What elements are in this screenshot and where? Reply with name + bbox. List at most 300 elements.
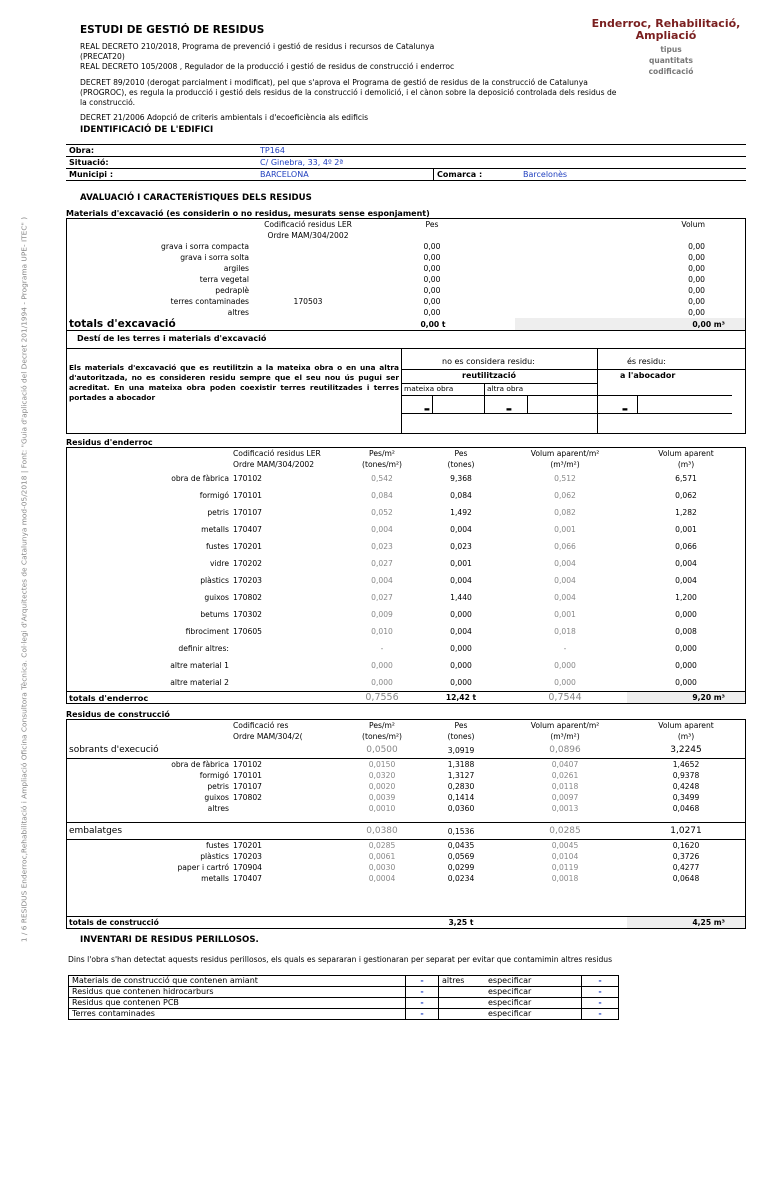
header-row (67, 731, 745, 742)
ler-code (251, 307, 365, 318)
table-row (67, 572, 745, 589)
inv-altres (439, 1008, 486, 1019)
header-cell: (m³/m²) (550, 732, 580, 742)
inv-name: Terres contaminades (69, 1008, 406, 1019)
ler-code (231, 640, 345, 657)
total-b: 12,42 t (419, 692, 503, 704)
header-row (67, 448, 745, 459)
vol-value: 0,00 (688, 286, 705, 296)
table-row (67, 781, 745, 792)
table-row (67, 241, 745, 252)
pes-m2: 0,0030 (368, 863, 396, 873)
total-d: 0,7544 (503, 692, 627, 704)
pes: 0,000 (450, 610, 472, 620)
dest-dash: - (621, 399, 629, 419)
pes-m2: 0,084 (371, 491, 393, 501)
vol-m2: 0,0013 (551, 804, 579, 814)
vol: 0,004 (675, 576, 697, 586)
vol: 1,4652 (672, 760, 700, 770)
inv-text: Dins l'obra s'han detectat aquests residus perillosos, els quals es separaran i gestionaran per separat per evitar que contamimin altres residus (68, 955, 613, 965)
label-cell (67, 448, 231, 459)
vol: 0,9378 (672, 771, 700, 781)
exc-total-label: totals d'excavació (69, 318, 176, 331)
vol: 0,001 (675, 525, 697, 535)
total-a: 0,7556 (345, 692, 419, 704)
empty (503, 917, 627, 929)
material-name: plàstics (200, 852, 229, 862)
pes-value: 0,00 (423, 297, 441, 307)
dest-esres: és residu: (627, 357, 666, 367)
header-cell: (tones) (447, 460, 475, 470)
pes: 0,000 (450, 678, 472, 688)
material-name: definir altres: (178, 644, 229, 654)
material-name: vidre (209, 559, 229, 569)
vol-m2: 0,0407 (551, 760, 579, 770)
situacio-value: C/ Ginebra, 33, 4º 2ª (257, 157, 746, 169)
material-name: altre material 2 (170, 678, 229, 688)
table-row (67, 307, 745, 318)
header-cell: Codificació res (233, 721, 289, 731)
vol-value: 0,00 (688, 264, 705, 274)
header-cell: Ordre MAM/304/2( (233, 732, 303, 742)
ler-code: 170107 (233, 782, 262, 792)
empty (231, 692, 345, 704)
header-cell: (tones) (447, 732, 475, 742)
ler-code: 170107 (233, 508, 262, 518)
vol-value: 0,00 (688, 242, 705, 252)
pes: 0,004 (450, 627, 472, 637)
pes: 1,492 (450, 508, 472, 518)
vol-m2: 0,0018 (551, 874, 579, 884)
vol-m2: 0,004 (554, 593, 576, 603)
decret-21: DECRET 21/2006 Adopció de criteris ambientals i d'ecoeficiència als edificis (80, 113, 369, 123)
pes-m2: 0,052 (371, 508, 393, 518)
vol: 0,4248 (672, 782, 700, 792)
header-cell: (tones/m²) (362, 460, 402, 470)
pes-value: 0,00 (423, 264, 441, 274)
subtotal-row (67, 742, 745, 759)
pes-m2: 0,0380 (345, 823, 419, 840)
law-line: (PRECAT20) (80, 52, 125, 62)
vol: 0,000 (675, 678, 697, 688)
type-subtitles (626, 44, 716, 77)
material-name: fustes (205, 841, 229, 851)
con-title: Residus de construcció (66, 710, 170, 720)
ident-title: IDENTIFICACIÓ DE L'EDIFICI (80, 125, 214, 136)
header-cell: Volum aparent (658, 721, 714, 731)
header (66, 18, 746, 40)
table-row (67, 640, 745, 657)
law-line: REAL DECRETO 105/2008 , Regulador de la producció i gestió de residus de construcció i enderroc (80, 62, 455, 72)
material-name: grava i sorra compacta (161, 242, 249, 252)
pes: 0,1414 (447, 793, 475, 803)
ler-code: 170203 (233, 852, 262, 862)
inv-especificar: especificar (485, 1008, 582, 1019)
label-cell (67, 731, 231, 742)
pes: 0,004 (450, 525, 472, 535)
table-row (67, 504, 745, 521)
vol-m2: 0,004 (554, 576, 576, 586)
total-label: totals de construcció (67, 917, 231, 929)
pes-m2: 0,023 (371, 542, 393, 552)
ler-code: 170102 (233, 474, 262, 484)
header-cell: (m³) (677, 732, 695, 742)
material-name: pedraplè (215, 286, 249, 296)
document-page (66, 18, 746, 1020)
empty (231, 742, 345, 759)
exc-header-cod: Codificació residus LER (264, 220, 352, 230)
construccio-box (66, 719, 746, 929)
dest-text: Els materials d'excavació que es reutilitzin a la mateixa obra o en una altra d'autoritzada, no es consideren residu sempre que el seu nou ús pugui ser acreditat. En una mateixa obra poden coexistir terres reutilitzades i terres portades a abocador (67, 349, 402, 433)
comarca-label: Comarca : (434, 169, 521, 181)
table-row (67, 296, 745, 307)
excavation-table (67, 219, 745, 318)
inv-dash2: - (582, 986, 619, 997)
pes: 0,023 (450, 542, 472, 552)
vol-m2: 0,0896 (503, 742, 627, 759)
material-name: guixos (204, 793, 229, 803)
law-line: REAL DECRETO 210/2018, Programa de prevenció i gestió de residus i recursos de Catalunya (80, 42, 435, 51)
side-footer-text: 1 / 6 RESIDUS Enderroc,Rehabilitació i Ampliació Oficina Consultora Tècnica. Col·legi d'Arquitectes de Catalunya mod-05/2018 | Font: "Guia d'aplicació del Decret 201/1994 - Programa UPE- ITEC" ) (19, 216, 29, 943)
pes: 0,0360 (447, 804, 475, 814)
header-cell: Pes/m² (369, 449, 395, 459)
ler-code: 170605 (233, 627, 262, 637)
dest-nores: no es considera residu: (442, 357, 535, 367)
material-name: grava i sorra solta (180, 253, 249, 263)
vol: 0,008 (675, 627, 697, 637)
material-name: metalls (201, 874, 229, 884)
vol-m2: 0,0104 (551, 852, 579, 862)
table-row (67, 555, 745, 572)
vol: 1,200 (675, 593, 697, 603)
table-row (67, 623, 745, 640)
material-name: altre material 1 (170, 661, 229, 671)
table-row (67, 851, 745, 862)
total-e: 4,25 m³ (627, 917, 745, 929)
header-cell: Pes (454, 449, 468, 459)
pes-value: 0,00 (423, 286, 441, 296)
ler-code: 170201 (233, 542, 262, 552)
inv-name: Materials de construcció que contenen amiant (69, 975, 406, 986)
exc-total-vol: 0,00 m³ (515, 318, 745, 330)
inv-row (69, 975, 619, 986)
material-name: metalls (201, 525, 229, 535)
material-name: formigó (199, 771, 229, 781)
inv-especificar: especificar (485, 975, 582, 986)
comarca-value: Barcelonès (520, 169, 746, 181)
inv-dash2: - (582, 997, 619, 1008)
type-sub-codificacio: codificació (648, 67, 694, 76)
pes-value: 0,00 (423, 308, 441, 318)
ler-code (251, 285, 365, 296)
inv-row (69, 986, 619, 997)
vol-m2: - (563, 644, 567, 654)
pes-m2: 0,0150 (368, 760, 396, 770)
table-row (67, 674, 745, 692)
exc-title: Materials d'excavació (es considerin o no residus, mesurats sense esponjament) (66, 209, 430, 219)
pes: 0,000 (450, 661, 472, 671)
dest-title: Destí de les terres i materials d'excavació (67, 330, 745, 348)
vol: 0,0648 (672, 874, 700, 884)
pes-m2: 0,000 (371, 661, 393, 671)
ler-code: 170407 (233, 874, 262, 884)
pes-m2: 0,542 (371, 474, 393, 484)
material-name: guixos (204, 593, 229, 603)
vol: 0,0468 (672, 804, 700, 814)
table-row (67, 274, 745, 285)
header-cell: Ordre MAM/304/2002 (233, 460, 315, 470)
page-title: ESTUDI DE GESTIÓ DE RESIDUS (80, 24, 265, 36)
pes: 1,3188 (447, 760, 475, 770)
material-name: argiles (223, 264, 249, 274)
inv-dash2: - (582, 1008, 619, 1019)
material-name: fustes (205, 542, 229, 552)
inv-table (68, 975, 619, 1020)
pes-m2: 0,0020 (368, 782, 396, 792)
vol: 6,571 (675, 474, 697, 484)
exc-total (67, 318, 745, 330)
table-row (67, 803, 745, 814)
vol-m2: 0,000 (554, 661, 576, 671)
ler-code: 170202 (233, 559, 262, 569)
vol: 0,000 (675, 661, 697, 671)
inv-name: Residus que contenen PCB (69, 997, 406, 1008)
pes-m2: 0,027 (371, 559, 393, 569)
header-cell: (m³) (677, 460, 695, 470)
vol: 0,3726 (672, 852, 700, 862)
vol: 0,000 (675, 610, 697, 620)
municipi-value: BARCELONA (257, 169, 434, 181)
pes-value: 0,00 (423, 275, 441, 285)
header-cell: Volum aparent/m² (530, 449, 600, 459)
ler-code: 170102 (233, 760, 262, 770)
material-name: obra de fàbrica (171, 474, 229, 484)
exc-total-pes: 0,00 t (420, 319, 446, 329)
dest-dash: - (423, 399, 431, 419)
total-b: 3,25 t (419, 917, 503, 929)
exc-header-pes: Pes (425, 220, 439, 230)
ler-code: 170203 (233, 576, 262, 586)
label-cell (67, 459, 231, 470)
header-cell: Pes/m² (369, 721, 395, 731)
table-row (67, 285, 745, 296)
total-e: 9,20 m³ (627, 692, 745, 704)
vol-m2: 0,001 (554, 610, 576, 620)
material-name: formigó (199, 491, 229, 501)
table-row (67, 589, 745, 606)
vol: 1,282 (675, 508, 697, 518)
pes-m2: 0,0004 (368, 874, 396, 884)
ler-code: 170904 (233, 863, 262, 873)
obra-value: TP164 (257, 145, 746, 157)
end-title: Residus d'enderroc (66, 438, 153, 448)
table-row (67, 521, 745, 538)
ler-code: 170201 (233, 841, 262, 851)
vol-m2: 0,000 (554, 678, 576, 688)
exc-ordre: Ordre MAM/304/2002 (267, 231, 349, 241)
header-row (67, 459, 745, 470)
table-row (67, 873, 745, 884)
vol-m2: 0,062 (554, 491, 576, 501)
ler-code: 170503 (293, 297, 323, 307)
pes: 0,0234 (447, 874, 475, 884)
situacio-label: Situació: (66, 157, 257, 169)
ident-table (66, 144, 746, 181)
vol-m2: 0,066 (554, 542, 576, 552)
vol-m2: 0,018 (554, 627, 576, 637)
vol-value: 0,00 (688, 297, 705, 307)
pes-value: 0,00 (423, 253, 441, 263)
dest-columns (402, 349, 745, 433)
header-row (67, 720, 745, 731)
vol-m2: 0,0097 (551, 793, 579, 803)
material-name: fibrociment (185, 627, 229, 637)
header-cell: (m³/m²) (550, 460, 580, 470)
ler-code (251, 252, 365, 263)
dest-abo: a l'abocador (620, 371, 676, 381)
pes-value: 0,00 (423, 242, 441, 252)
material-name: plàstics (200, 576, 229, 586)
vol-m2: 0,082 (554, 508, 576, 518)
inv-title: INVENTARI DE RESIDUS PERILLOSOS. (80, 935, 259, 946)
pes-m2: 0,0010 (368, 804, 396, 814)
total-label: totals d'enderroc (67, 692, 231, 704)
ler-code: 170302 (233, 610, 262, 620)
ler-code (231, 657, 345, 674)
ler-code: 170101 (233, 771, 262, 781)
vol: 0,4277 (672, 863, 700, 873)
table-row (67, 470, 745, 487)
vol-m2: 0,0285 (503, 823, 627, 840)
pes: 0,0569 (447, 852, 475, 862)
dest-reut: reutilització (462, 371, 516, 381)
total-row (67, 692, 745, 704)
vol: 0,3499 (672, 793, 700, 803)
empty (345, 917, 419, 929)
material-name: altres (207, 804, 229, 814)
vol-value: 0,00 (688, 308, 705, 318)
inv-altres: altres (439, 975, 486, 986)
pes: 3,0919 (419, 742, 503, 759)
pes: 0,084 (450, 491, 472, 501)
table-row (67, 487, 745, 504)
inv-dash: - (406, 1008, 439, 1019)
inv-dash: - (406, 986, 439, 997)
pes: 0,004 (450, 576, 472, 586)
vol-m2: 0,001 (554, 525, 576, 535)
pes: 0,0299 (447, 863, 475, 873)
group-name: sobrants d'execució (67, 742, 231, 759)
inv-especificar: especificar (485, 986, 582, 997)
pes-m2: 0,0500 (345, 742, 419, 759)
material-name: petris (207, 508, 229, 518)
inv-name: Residus que contenen hidrocarburs (69, 986, 406, 997)
vol-m2: 0,512 (554, 474, 576, 484)
pes: 0,1536 (419, 823, 503, 840)
vol: 0,004 (675, 559, 697, 569)
pes: 0,0435 (447, 841, 475, 851)
enderroc-table (67, 448, 745, 703)
inv-row (69, 1008, 619, 1019)
pes-m2: 0,009 (371, 610, 393, 620)
subtotal-row (67, 823, 745, 840)
ler-code: 170802 (233, 793, 262, 803)
pes: 1,3127 (447, 771, 475, 781)
vol-value: 0,00 (688, 275, 705, 285)
vol-m2: 0,0118 (551, 782, 579, 792)
group-name: embalatges (67, 823, 231, 840)
table-row (67, 263, 745, 274)
pes-m2: 0,0039 (368, 793, 396, 803)
ler-code (251, 263, 365, 274)
vol-m2: 0,0119 (551, 863, 579, 873)
table-row (67, 759, 745, 771)
obra-label: Obra: (66, 145, 257, 157)
inv-dash: - (406, 997, 439, 1008)
vol: 0,066 (675, 542, 697, 552)
material-name: paper i cartró (177, 863, 229, 873)
pes: 1,440 (450, 593, 472, 603)
header-cell: Codificació residus LER (233, 449, 321, 459)
vol: 0,1620 (672, 841, 700, 851)
pes: 0,000 (450, 644, 472, 654)
vol: 1,0271 (627, 823, 745, 840)
ler-code: 170101 (233, 491, 262, 501)
pes-m2: 0,004 (371, 576, 393, 586)
table-row (67, 538, 745, 555)
material-name: terres contaminades (170, 297, 249, 307)
material-name: terra vegetal (199, 275, 249, 285)
dest-alt: altra obra (487, 384, 524, 394)
vol-m2: 0,004 (554, 559, 576, 569)
material-name: petris (207, 782, 229, 792)
exc-header-vol: Volum (681, 220, 705, 230)
ler-code (231, 803, 345, 814)
pes-m2: 0,0285 (368, 841, 396, 851)
table-row (67, 606, 745, 623)
header-cell: Volum aparent/m² (530, 721, 600, 731)
pes: 0,2830 (447, 782, 475, 792)
pes-m2: 0,0061 (368, 852, 396, 862)
ler-code (251, 241, 365, 252)
pes: 0,001 (450, 559, 472, 569)
vol: 0,000 (675, 644, 697, 654)
inv-row (69, 997, 619, 1008)
type-sub-quantitats: quantitats (649, 56, 693, 65)
type-sub-tipus: tipus (660, 45, 682, 54)
ler-code (231, 674, 345, 692)
header-cell: Pes (454, 721, 468, 731)
inv-altres (439, 986, 486, 997)
vol-value: 0,00 (688, 253, 705, 263)
pes-m2: 0,027 (371, 593, 393, 603)
inv-dash: - (406, 975, 439, 986)
label-cell (67, 720, 231, 731)
vol-m2: 0,0261 (551, 771, 579, 781)
empty (231, 917, 345, 929)
table-row (67, 840, 745, 852)
dest-block (67, 348, 745, 433)
ler-code: 170407 (233, 525, 262, 535)
table-row (67, 862, 745, 873)
total-row (67, 917, 745, 929)
construccio-table (67, 720, 745, 928)
table-row (67, 657, 745, 674)
table-row (67, 252, 745, 263)
material-name: obra de fàbrica (171, 760, 229, 770)
inv-dash2: - (582, 975, 619, 986)
table-row (67, 792, 745, 803)
